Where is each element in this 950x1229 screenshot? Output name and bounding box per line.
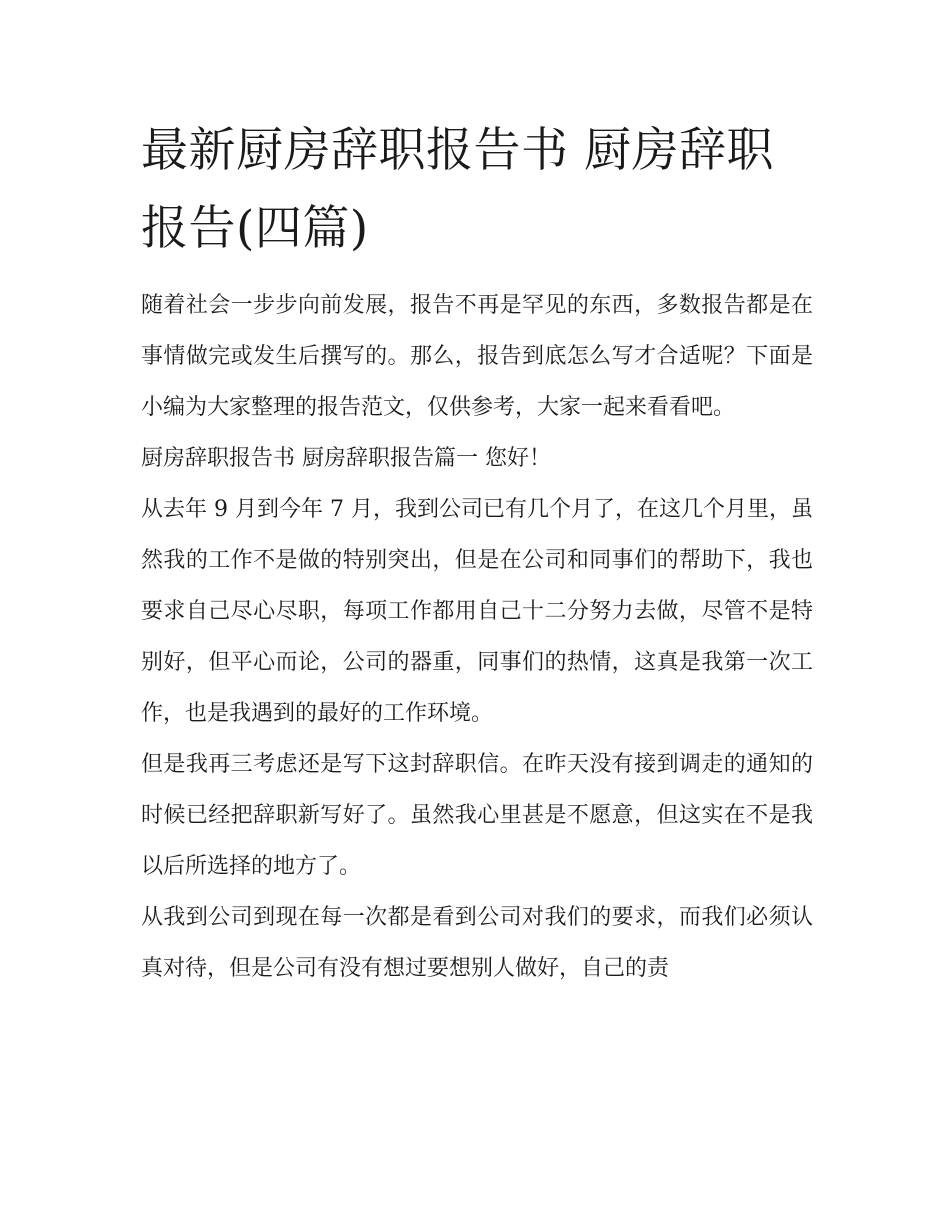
paragraph-company-requirements: 从我到公司到现在每一次都是看到公司对我们的要求，而我们必须认真对待，但是公司有没有想过要想别人做好，自己的责 [141, 905, 813, 981]
paragraph-resignation-decision: 但是我再三考虑还是写下这封辞职信。在昨天没有接到调走的通知的时候已经把辞职新写好了。虽然我心里甚是不愿意，但这实在不是我以后所选择的地方了。 [141, 752, 813, 879]
paragraph-intro: 随着社会一步步向前发展，报告不再是罕见的东西，多数报告都是在事情做完或发生后撰写的。那么，报告到底怎么写才合适呢？下面是小编为大家整理的报告范文，仅供参考，大家一起来看看吧。 [141, 293, 813, 420]
paragraph-work-history: 从去年 9 月到今年 7 月，我到公司已有几个月了，在这几个月里，虽然我的工作不是做的特别突出，但是在公司和同事们的帮助下，我也要求自己尽心尽职，每项工作都用自己十二分努力去做，尽管不是特别好，但平心而论，公司的器重，同事们的热情，这真是我第一次工作，也是我遇到的最好的工作环境。 [141, 497, 813, 726]
document-body [141, 280, 813, 994]
document-title: 最新厨房辞职报告书 厨房辞职报告(四篇) [141, 123, 774, 256]
paragraph-section-heading: 厨房辞职报告书 厨房辞职报告篇一 您好！ [141, 446, 551, 471]
document-page [141, 112, 813, 994]
